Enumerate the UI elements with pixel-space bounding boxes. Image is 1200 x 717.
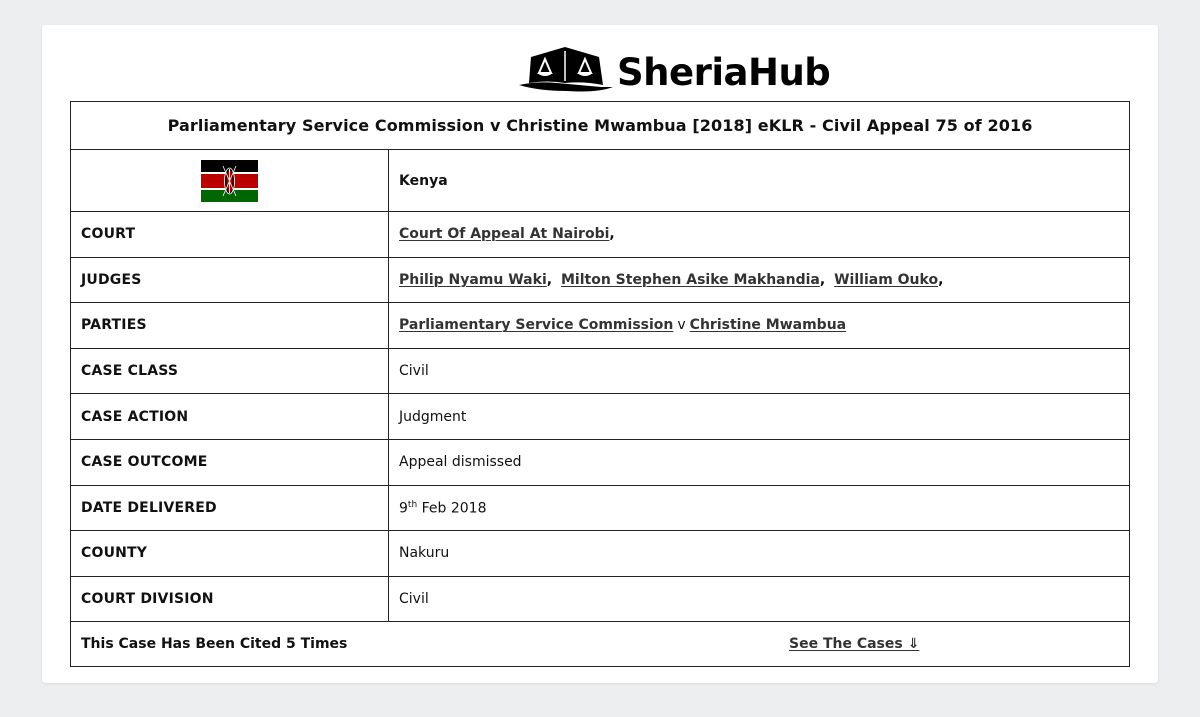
case-action-value: Judgment bbox=[389, 394, 1130, 440]
title-row bbox=[71, 102, 1130, 150]
case-title: Parliamentary Service Commission v Christine Mwambua [2018] eKLR - Civil Appeal 75 of 2016 bbox=[71, 102, 1130, 150]
county-row bbox=[71, 531, 1130, 577]
cited-cell bbox=[71, 622, 1130, 667]
county-value: Nakuru bbox=[389, 531, 1130, 577]
date-delivered-row bbox=[71, 485, 1130, 531]
date-day: 9 bbox=[399, 500, 408, 517]
judge-link-3[interactable]: William Ouko bbox=[834, 271, 939, 288]
court-value-cell bbox=[389, 212, 1130, 258]
date-delivered-label: DATE DELIVERED bbox=[71, 485, 389, 531]
judge-separator: , bbox=[938, 271, 944, 288]
cited-count-text: This Case Has Been Cited 5 Times bbox=[81, 636, 348, 653]
case-outcome-label: CASE OUTCOME bbox=[71, 439, 389, 485]
county-label: COUNTY bbox=[71, 531, 389, 577]
court-separator: , bbox=[609, 226, 615, 243]
parties-row bbox=[71, 303, 1130, 349]
case-class-label: CASE CLASS bbox=[71, 348, 389, 394]
see-the-cases-link[interactable]: See The Cases ⇓ bbox=[789, 636, 920, 653]
party-link-2[interactable]: Christine Mwambua bbox=[689, 317, 847, 334]
court-row bbox=[71, 212, 1130, 258]
brand-name: SheriaHub bbox=[617, 50, 831, 94]
case-outcome-value: Appeal dismissed bbox=[389, 439, 1130, 485]
case-action-label: CASE ACTION bbox=[71, 394, 389, 440]
judge-link-2[interactable]: Milton Stephen Asike Makhandia bbox=[560, 271, 820, 288]
date-month-year: Feb 2018 bbox=[421, 500, 487, 517]
parties-label: PARTIES bbox=[71, 303, 389, 349]
country-row bbox=[71, 150, 1130, 212]
court-link[interactable]: Court Of Appeal At Nairobi bbox=[399, 226, 610, 243]
court-division-value: Civil bbox=[389, 576, 1130, 622]
case-details-table bbox=[70, 101, 1130, 667]
scales-of-justice-icon bbox=[517, 45, 617, 93]
case-class-row bbox=[71, 348, 1130, 394]
kenya-flag-icon bbox=[201, 160, 258, 202]
judges-label: JUDGES bbox=[71, 257, 389, 303]
judges-value-cell bbox=[389, 257, 1130, 303]
date-ordinal-suffix: th bbox=[407, 499, 418, 510]
judge-link-1[interactable]: Philip Nyamu Waki bbox=[399, 271, 547, 288]
judges-row bbox=[71, 257, 1130, 303]
parties-value-cell bbox=[389, 303, 1130, 349]
court-label: COURT bbox=[71, 212, 389, 258]
versus-text: v bbox=[677, 317, 686, 334]
brand-logo[interactable] bbox=[517, 44, 830, 94]
case-outcome-row bbox=[71, 439, 1130, 485]
case-card bbox=[42, 25, 1158, 683]
case-class-value: Civil bbox=[389, 348, 1130, 394]
country-name: Kenya bbox=[389, 150, 1130, 212]
case-action-row bbox=[71, 394, 1130, 440]
court-division-row bbox=[71, 576, 1130, 622]
judge-separator: , bbox=[546, 271, 553, 288]
cited-row bbox=[71, 622, 1130, 667]
judge-separator: , bbox=[819, 271, 826, 288]
date-delivered-value bbox=[389, 485, 1130, 531]
court-division-label: COURT DIVISION bbox=[71, 576, 389, 622]
party-link-1[interactable]: Parliamentary Service Commission bbox=[399, 317, 674, 334]
flag-cell bbox=[71, 150, 389, 212]
